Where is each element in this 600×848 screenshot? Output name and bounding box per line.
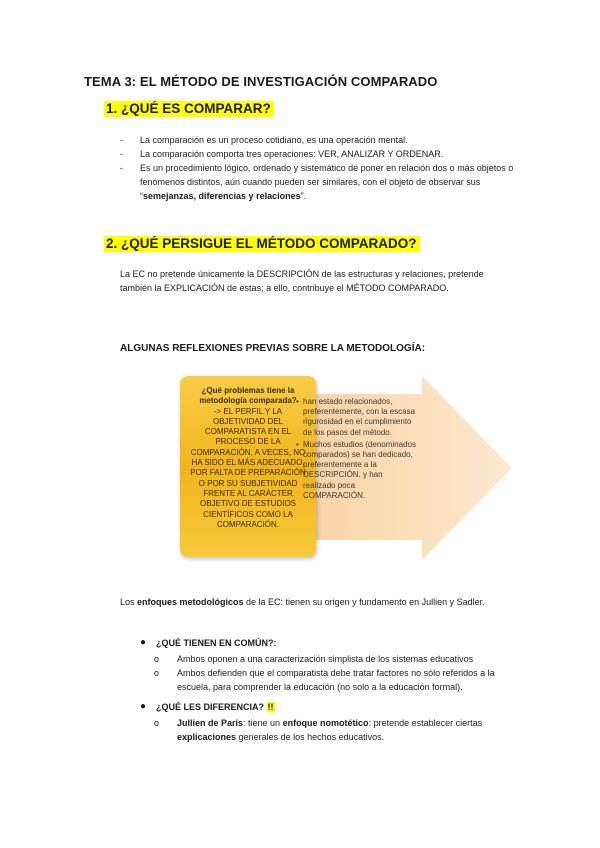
section-2-paragraph: La EC no pretende únicamente la DESCRIPCIÓN de las estructuras y relaciones, pretende también la EXPLICACIÓN de estas; a ello, contribuye el MÉTODO COMPARADO. [120,269,484,293]
enfoques-post: de la EC: tienen su origen y fundamento en Jullien y Sadler. [243,597,485,607]
jullien-text-3: generales de los hechos educativos. [236,732,385,742]
bullet-common [140,636,520,650]
jullien-name: Jullien de Paris [177,718,244,728]
arrow-list-item: • han estado relacionados, preferentemente, con la escasa rigurosidad en el cumplimiento de los pasos del método. [296,397,416,438]
bullet-difference [140,700,520,714]
dash-marker: - [120,149,123,159]
sub-bullet-marker: o [154,668,160,678]
dash-item-text-bold: semejanzas, diferencias y relaciones [143,191,301,201]
enfoques-pre: Los [120,597,138,607]
section-1-heading-text: 1. ¿QUÉ ES COMPARAR? [104,101,274,117]
comparison-bullets [140,636,520,744]
bullet-common-label: ¿QUÉ TIENEN EN COMÚN?: [156,638,277,648]
jullien-text-2: : pretende establecer ciertas [368,718,483,728]
bullet-dot: ● [140,637,147,648]
page-title: TEMA 3: EL MÉTODO DE INVESTIGACIÓN COMPARADO [84,74,438,89]
methodology-diagram [178,372,514,562]
dash-item-text: La comparación comporta tres operaciones: VER, ANALIZAR Y ORDENAR. [140,149,444,159]
problem-box-text [188,386,308,530]
dash-item-text: La comparación es un proceso cotidiano, es una operación mental. [140,135,408,145]
dash-item-text-post: ”. [300,191,307,201]
arrow-list [296,397,416,503]
sub-bullet [140,652,520,666]
dash-marker: - [120,135,123,145]
sub-bullet-text: Ambos defienden que el comparatista debe tratar factores no sólo referidos a la escuela, para comprender la educación (no solo a la educación formal). [177,668,495,692]
dash-list [120,133,520,203]
sub-bullet-marker: o [154,654,160,664]
enfoques-bold: enfoques metodológicos [137,597,244,607]
section-2-heading-text: 2. ¿QUÉ PERSIGUE EL MÉTODO COMPARADO? [104,236,420,252]
problem-question: ¿Qué problemas tiene la metodología comparada? [199,386,297,406]
dash-item [120,147,520,161]
bullet-dot: ● [140,701,147,712]
dash-marker: - [120,163,123,173]
sub-bullet [140,716,520,744]
sub-bullet-text: Ambos oponen a una caracterización simplista de los sistemas educativos [177,654,474,664]
highlight-mark: !! [267,702,274,712]
problem-answer: -> EL PERFIL Y LA OBJETIVIDAD DEL COMPARATISTA EN EL PROCESO DE LA COMPARACIÓN, A VECES, NO HA SIDO EL MÁS ADECUADO. POR FALTA DE PREPARACIÓN O POR SU SUBJETIVIDAD FRENTE AL CARÁCTER OBJETIVO DE ESTUDIOS CIENTÍFICOS COMO LA COMPARACIÓN. [190,406,306,529]
enfoques-paragraph [120,595,520,609]
bullet-difference-label: ¿QUÉ LES DIFERENCIA? [156,702,267,712]
section-1-heading [104,100,274,118]
arrow-list-item: • Muchos estudios (denominados comparados) se han dedicado, preferentemente a la DESCRIPCIÓN, y han realizado poca COMPARACIÓN. [296,440,416,501]
reflections-subheading: ALGUNAS REFLEXIONES PREVIAS SOBRE LA METODOLOGÍA: [120,343,426,354]
dash-item [120,161,520,203]
dash-item-text-pre: Es un procedimiento lógico, ordenado y sistemático de poner en relación dos o más objetos o fenómenos distintos, aún cuando pueden ser similares, con el objeto de observar sus “ [140,163,514,201]
dash-item [120,133,520,147]
section-2-heading [104,235,420,253]
jullien-bold-1: enfoque nomotético [282,718,369,728]
jullien-bold-2: explicaciones [177,732,237,742]
sub-bullet [140,666,520,694]
sub-bullet-marker: o [154,718,160,728]
jullien-text-1: : tiene un [243,718,283,728]
